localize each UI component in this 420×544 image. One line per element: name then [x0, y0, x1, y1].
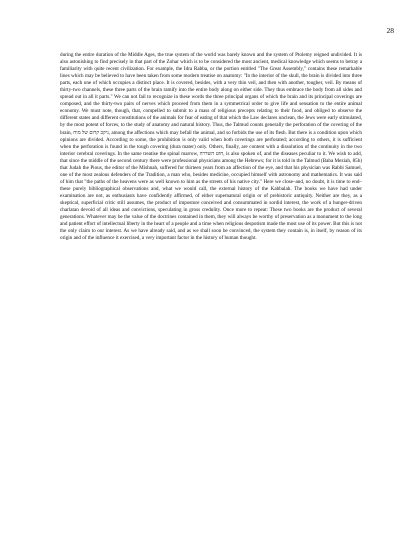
paragraph-text-part-2: , among the affections which may befall the animal, and so forbids the use of its flesh. But there is a condition upon which opinions are divided. According to some, the prohibition is only valid when both coverings are perforated; according to others, it is sufficient when the perforation is found in the tough covering (dura mater) only. Others, finally, are content with a dissolution of the continuity in the two interior cerebral coverings. In the same treatise the spinal marrow,	[60, 129, 362, 157]
body-paragraph	[60, 52, 362, 242]
hebrew-phrase-spinal-marrow: חוט השדרה	[199, 150, 224, 157]
paragraph-text-part-1: during the entire duration of the Middle Ages, the true system of the world was barely known and the system of Ptolemy reigned undivided. It is also astonishing to find precisely in that part of the Zohar which is to be considered the most ancient, medical knowledge which seems to betray a familiarity with quite recent civilization. For example, the Idra Rabba, or the portion entitled "The Great Assembly," contains these remarkable lines which may be believed to have been taken from some modern treatise on anatomy: "In the interior of the skull, the brain is divided into three parts, each one of which occupies a distinct place. It is covered, besides, with a very thin veil, and then with another, tougher, veil. By means of thirty-two channels, these three parts of the brain ramify into the entire body along on either side. They thus embrace the body from all sides and spread out in all it parts." We can not fail to recognize in these words the three principal organs of which the brain and its principal coverings are composed, and the thirty-two pairs of nerves which proceed from them in a symmetrical order to give life and sensation to the entire animal economy. We must note, though, that, compelled to submit to a mass of religious precepts relating to their food, and obliged to observe the different states and different constitutions of the animals for fear of eating of that which the Law declares unclean, the Jews were early stimulated, by the most potent of forces, to the study of anatomy and natural history. Thus, the Talmud counts generally the perforation of the covering of the brain,	[60, 52, 362, 136]
hebrew-phrase-brain-covering: ניקב קרום של מוח	[73, 129, 109, 136]
paragraph-text-part-3: , is also spoken of, and the diseases peculiar to it. We wish to add, that since the middle of the second century there were professional physicians among the Hebrews; for it is told in the Talmud (Baba Meziah, 85b) that Judah the Pious, the editor of the Mishnah, suffered for thirteen years from an affection of the eye, and that his physician was Rabbi Samuel, one of the most zealous defenders of the Tradition, a man who, besides medicine, occupied himself with astronomy and mathematics. It was said of him that "the paths of the heavens were as well known to him as the streets of his native city." Here we close–and, no doubt, it is time to end–these purely bibliographical observations and, what we would call, the external history of the Kabbalah. The books we have had under examination are not, as enthusiasts have confidently affirmed, of either supernatural origin or of prehistoric antiquity. Neither are they, as a skeptical, superficial critic still assumes, the product of imposture conceived and consummated in sordid interest, the work of a hunger-driven charlatan devoid of all ideas and convictions, speculating in gross credulity. Once more to repeat: These two books are the product of several generations. Whatever may be the value of the doctrines contained in them, they will always be worthy of preservation as a monument to the long and patient effort of intellectual liberty in the heart of a people and a time when religious despotism made the most use of its power. But this is not the only claim to our interest. As we have already said, and as we shall soon be convinced, the system they contain is, in itself, by reason of its origin and of the influence it exercised, a very important factor in the history of human thought.	[60, 150, 362, 242]
page-number: 28	[386, 26, 394, 35]
